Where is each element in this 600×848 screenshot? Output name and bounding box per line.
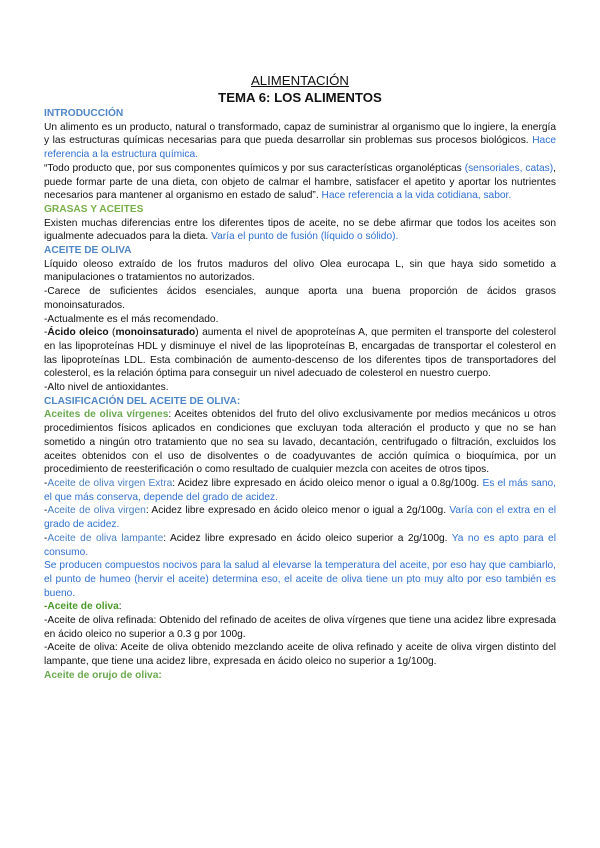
- intro-paragraph-1: [44, 121, 556, 162]
- orujo-subheading: [44, 669, 556, 683]
- lampante-note: Ya no es apto para el consumo.: [44, 532, 556, 558]
- oliva-paragraph-2: -Carece de suficientes ácidos esenciales, aunque aporta una buena proporción de ácidos grasos monoinsaturados.: [44, 286, 556, 311]
- intro-p2-text-b: (sensoriales, catas): [464, 162, 554, 174]
- lampante-paragraph: [44, 532, 556, 559]
- mezcla-paragraph: -Aceite de oliva: Aceite de oliva obtenido mezclando aceite de oliva refinado y aceite de oliva virgen distinto del lampante, que tiene una acidez libre, expresada en ácido oleico no superior a 1g/100g.: [44, 642, 556, 668]
- intro-p1-note: Hace referencia a la estructura química.: [44, 135, 556, 161]
- intro-p2-text-c: , puede formar parte de una dieta, con objeto de calmar el hambre, satisfacer el apetito y aportar los nutrientes necesarios para mantener al organismo en estado de salud”.: [44, 162, 556, 202]
- refinado-paragraph: -Aceite de oliva refinada: Obtenido del refinado de aceites de oliva vírgenes que tiene una acidez libre expresada en ácido oleico no superior a 0.3 g por 100g.: [44, 615, 556, 640]
- orujo-label: Aceite de orujo de oliva:: [44, 669, 162, 681]
- virgenes-paragraph: [44, 408, 556, 477]
- virgen-note: Varía con el extra en el grado de acidez.: [44, 505, 557, 531]
- lampante-label: Aceite de oliva lampante: [47, 532, 164, 544]
- oliva-p4-dash: -: [44, 327, 48, 339]
- grasas-p1-text: Existen muchas diferencias entre los diferentes tipos de aceite, no se debe afirmar que todos los aceites son igualmente adecuados para la dieta.: [44, 217, 556, 243]
- virgen-paragraph: [44, 504, 556, 531]
- humeo-note-paragraph: Se producen compuestos nocivos para la salud al elevarse la temperatura del aceite, por eso hay que cambiarlo, el punto de humeo (hervir el aceite) determina eso, el aceite de oliva tiene un pto muy alto por eso también es bueno.: [44, 560, 556, 599]
- aceite-oliva-subheading: [44, 600, 556, 614]
- virgenes-text: : Aceites obtenidos del fruto del olivo exclusivamente por medios mecánicos u otros procedimientos físicos aplicados en condiciones que excluyan toda alteración el producto y que no se han sometido a ningún otro tratamiento que no sea su lavado, decantación, centrifugado o filtración, excluidos los aceites obtenidos con el uso de disolventes o de coadyuvantes de acción química o bioquímica, por un procedimiento de reesterificación o como resultado de cualquier mezcla con aceites de otros tipos.: [44, 409, 556, 476]
- oliva-p4-bold-2: monoinsaturado: [115, 327, 196, 339]
- virgen-dash: -: [44, 505, 48, 517]
- virgen-label: Aceite de oliva virgen: [47, 505, 146, 517]
- aceite-oliva-colon: :: [118, 601, 122, 613]
- document-page: [44, 72, 556, 683]
- extra-paragraph: [44, 477, 556, 504]
- oliva-paragraph-4: [44, 326, 556, 381]
- heading-introduccion: INTRODUCCIÓN: [44, 108, 124, 119]
- document-subtitle: TEMA 6: LOS ALIMENTOS: [218, 90, 382, 105]
- lampante-text: : Acidez libre expresado en ácido oleico superior a 2g/100g.: [163, 532, 452, 544]
- aceite-oliva-label: -Aceite de oliva: [44, 601, 119, 613]
- heading-grasas: GRASAS Y ACEITES: [44, 203, 144, 215]
- oliva-paragraph-3: -Actualmente es el más recomendado.: [44, 313, 219, 325]
- intro-p1-text: Un alimento es un producto, natural o transformado, capaz de suministrar al organismo que lo ingiere, la energía y las estructuras químicas necesarias para que pueda desarrollar sin problemas sus procesos biológicos.: [44, 121, 556, 147]
- oliva-paragraph-1: Líquido oleoso extraído de los frutos maduros del olivo Olea eurocapa L, sin que haya sido sometido a manipulaciones o tratamientos no autorizados.: [44, 258, 556, 284]
- oliva-p4-bold-1: Ácido oleico: [47, 327, 109, 339]
- intro-p2-note: Hace referencia a la vida cotidiana, sabor.: [321, 190, 512, 202]
- heading-aceite-oliva: ACEITE DE OLIVA: [44, 245, 132, 257]
- extra-text: : Acidez libre expresado en ácido oleico menor o igual a 0.8g/100g.: [172, 477, 483, 489]
- intro-paragraph-2: [44, 162, 556, 203]
- extra-label: Aceite de oliva virgen Extra: [47, 477, 173, 489]
- oliva-p4-mid: (: [108, 327, 116, 339]
- extra-dash: -: [44, 477, 48, 489]
- oliva-paragraph-5: -Alto nivel de antioxidantes.: [44, 382, 169, 394]
- virgenes-label: Aceites de oliva vírgenes: [44, 409, 169, 421]
- virgen-text: : Acidez libre expresado en ácido oleico menor o igual a 2g/100g.: [145, 505, 450, 517]
- grasas-p1-note: Varía el punto de fusión (líquido o sólido).: [211, 231, 399, 243]
- document-title: ALIMENTACIÓN: [251, 73, 349, 88]
- grasas-paragraph: [44, 217, 556, 244]
- oliva-p4-rest: ) aumenta el nivel de apoproteínas A, que permiten el transporte del colesterol en las lipoproteínas HDL y disminuye el nivel de las lipoproteínas B, encargadas de transportar el colesterol en las lipoproteínas LDL. Esta combinación de aumento-descenso de los diferentes tipos de transportadores del colesterol, es la relación óptima para conseguir un nivel adecuado de colesterol en nuestro cuerpo.: [44, 327, 556, 380]
- intro-p2-text-a: “Todo producto que, por sus componentes químicos y por sus características organolépticas: [44, 162, 465, 174]
- extra-note: Es el más sano, el que más conserva, depende del grado de acidez.: [44, 477, 556, 503]
- lampante-dash: -: [44, 532, 48, 544]
- heading-clasificacion: CLASIFICACIÓN DEL ACEITE DE OLIVA:: [44, 395, 241, 407]
